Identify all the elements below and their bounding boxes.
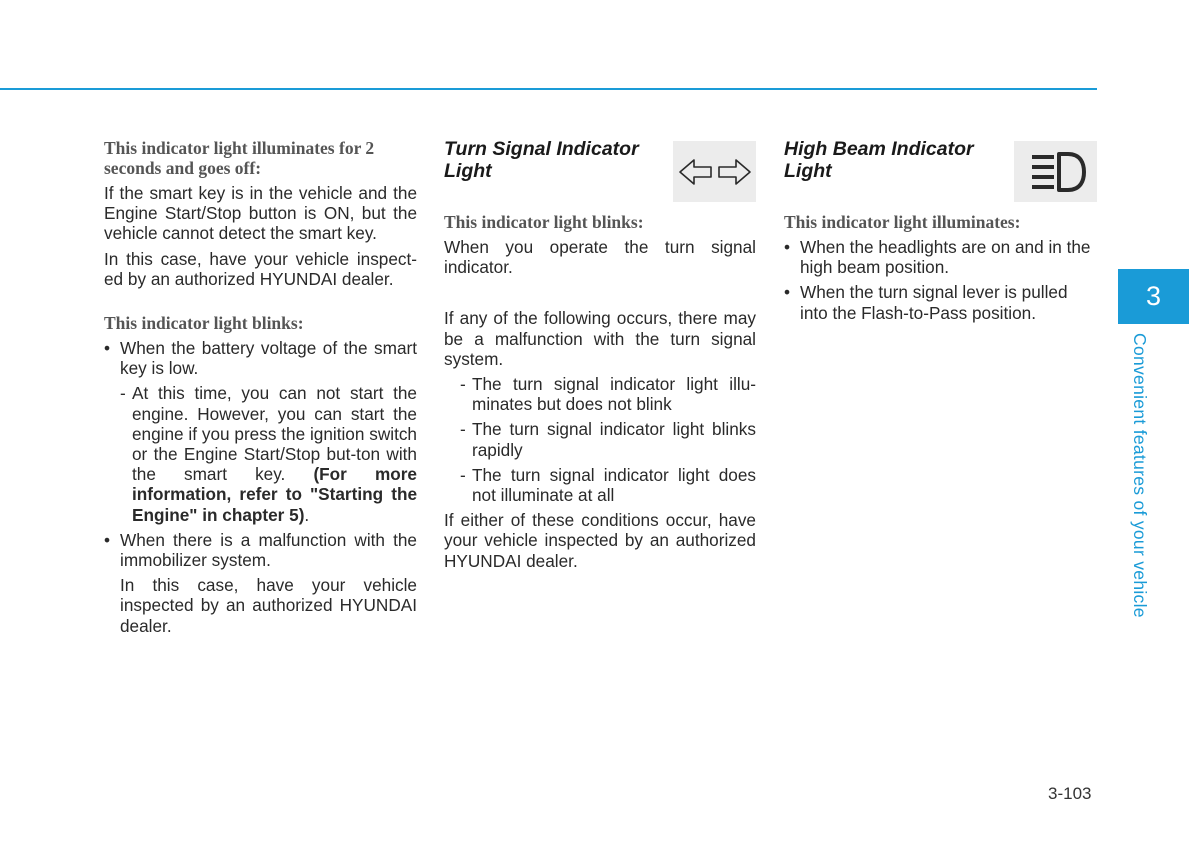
page-number: 3-103 [1048, 784, 1092, 803]
section-heading: This indicator light blinks: [444, 212, 644, 232]
turn-signal-arrows-icon [673, 141, 756, 202]
dash-item: - The turn signal indicator light does not illuminate at all [460, 465, 756, 505]
section-heading: This indicator light illuminates for 2 seconds and goes off: [104, 138, 375, 178]
bullet-continuation: In this case, have your vehicle inspected by an authorized HYUNDAI dealer. [120, 575, 417, 636]
column-left [104, 138, 417, 636]
chapter-title: Convenient features of your vehicle [1130, 333, 1150, 618]
paragraph: If the smart key is in the vehicle and the Engine Start/Stop button is ON, but the vehicle cannot detect the smart key. [104, 183, 417, 244]
chapter-tab: 3 [1118, 269, 1189, 324]
bullet-item: • When the battery voltage of the smart key is low. [104, 338, 417, 378]
sub-item-text: At this time, you can not start the engine. However, you can start the engine if you press the ignition switch or the Engine Start/Stop but-ton with the smart key. [132, 383, 417, 485]
sub-item-end: . [304, 504, 310, 525]
cross-reference: (For more information, refer to "Starting the Engine" in chapter 5) [132, 464, 417, 525]
high-beam-header [784, 138, 1097, 202]
high-beam-icon [1014, 141, 1097, 202]
header-rule [0, 88, 1097, 90]
column-middle [444, 138, 756, 571]
paragraph: If either of these conditions occur, have your vehicle inspected by an authorized HYUNDAI dealer. [444, 510, 756, 571]
dash-item: - The turn signal indicator light illu-minates but does not blink [460, 374, 756, 414]
section-title: High Beam Indicator Light [784, 138, 974, 182]
dash-item: - The turn signal indicator light blinks rapidly [460, 419, 756, 459]
paragraph: If any of the following occurs, there may be a malfunction with the turn signal system. [444, 308, 756, 369]
bullet-item: • When there is a malfunction with the immobilizer system. [104, 530, 417, 570]
paragraph: In this case, have your vehicle inspect-ed by an authorized HYUNDAI dealer. [104, 248, 417, 289]
section-heading: This indicator light illuminates: [784, 212, 1021, 232]
bullet-item: • When the turn signal lever is pulled into the Flash-to-Pass position. [784, 282, 1097, 322]
sub-item [120, 383, 417, 524]
column-right [784, 138, 1097, 323]
bullet-item: • When the headlights are on and in the high beam position. [784, 237, 1097, 277]
paragraph: When you operate the turn signal indicator. [444, 237, 756, 278]
section-title: Turn Signal Indicator Light [444, 138, 639, 182]
turn-signal-header [444, 138, 756, 202]
section-heading: This indicator light blinks: [104, 313, 304, 334]
